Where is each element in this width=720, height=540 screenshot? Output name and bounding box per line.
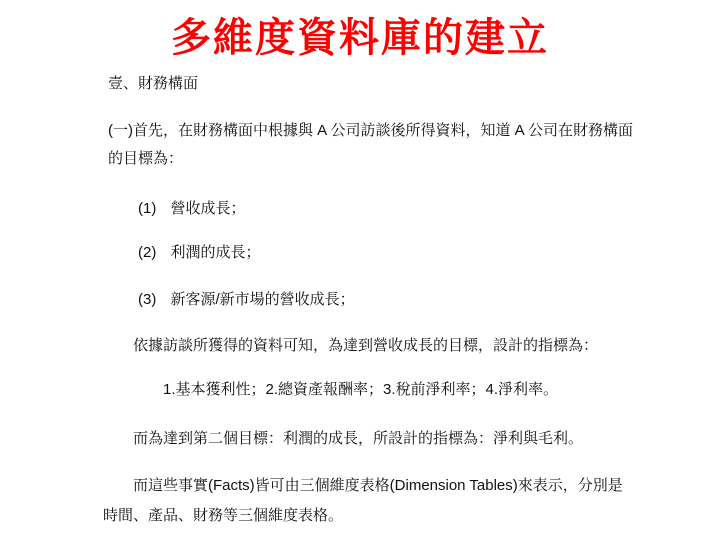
goal-text: 營收成長； [170, 200, 246, 217]
goal-item-2 [138, 243, 261, 263]
goal-text: 新客源/新市場的營收成長； [170, 291, 355, 308]
goal-number: (1) [138, 200, 157, 217]
paragraph-4-line-2: 時間、產品、財務等三個維度表格。 [103, 507, 344, 524]
goal-item-3 [138, 290, 355, 310]
goal-item-1 [138, 199, 246, 219]
indicators-list: 1.基本獲利性；2.總資產報酬率；3.稅前淨利率；4.淨利率。 [163, 381, 559, 398]
goal-number: (3) [138, 291, 157, 308]
paragraph-4-line-1: 而這些事實(Facts)皆可由三個維度表格(Dimension Tables)來表示，分別是 [133, 477, 623, 494]
paragraph-1-line-2: 的目標為： [108, 150, 184, 167]
slide-title: 多維度資料庫的建立 [171, 14, 549, 61]
section-heading: 壹、財務構面 [108, 75, 199, 92]
goal-number: (2) [138, 244, 157, 261]
goal-text: 利潤的成長； [170, 244, 261, 261]
paragraph-1-line-1: (一)首先，在財務構面中根據與 A 公司訪談後所得資料，知道 A 公司在財務構面 [108, 122, 634, 139]
paragraph-2: 依據訪談所獲得的資料可知，為達到營收成長的目標，設計的指標為： [133, 337, 599, 354]
paragraph-3: 而為達到第二個目標：利潤的成長，所設計的指標為：淨利與毛利。 [133, 430, 584, 447]
